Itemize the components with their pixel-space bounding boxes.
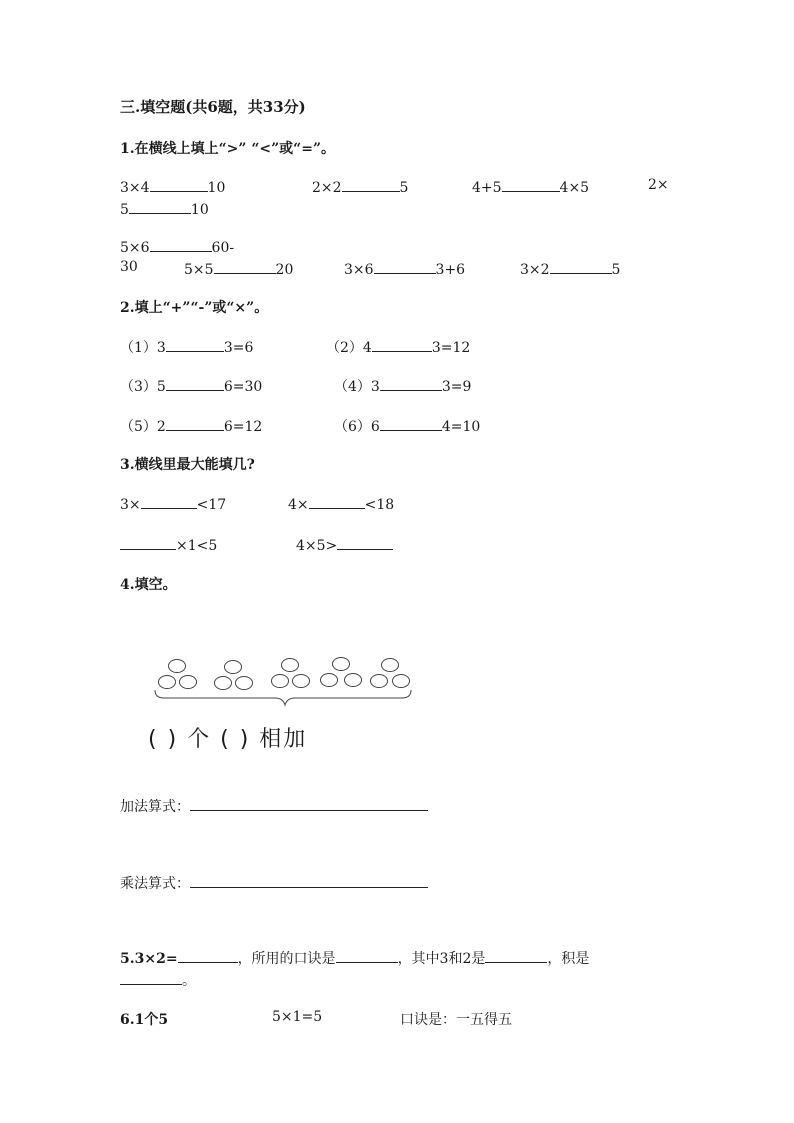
oval	[180, 676, 197, 689]
answer-blank[interactable]	[309, 494, 365, 509]
q4-caption: ( ) 个 ( ) 相加	[148, 727, 308, 752]
brace	[155, 690, 411, 705]
q2-item-5: （5）2 6=12	[120, 416, 262, 436]
q1-row2b-item3: 3×6 3+6	[344, 259, 465, 278]
answer-blank[interactable]	[342, 177, 400, 192]
q4-multiplication: 乘法算式：	[120, 873, 428, 893]
multiplication-answer-blank[interactable]	[190, 873, 428, 888]
answer-blank[interactable]	[380, 416, 442, 431]
q1-row2b-item2: 5×5 20	[184, 259, 293, 278]
q5-line1: 5.3×2= ，所用的口诀是 ，其中3和2是 ，积是	[120, 948, 589, 968]
answer-blank[interactable]	[502, 177, 560, 192]
q4-addition: 加法算式：	[120, 796, 428, 816]
oval	[345, 674, 362, 687]
q1-row1-item3: 4+5 4×5	[472, 177, 589, 196]
answer-blank[interactable]	[550, 259, 612, 274]
q1-row2: 5×6 60-	[120, 237, 234, 256]
oval	[159, 676, 176, 689]
answer-blank[interactable]	[120, 970, 182, 985]
q3-item-1: 3× <17	[120, 494, 226, 513]
answer-blank[interactable]	[150, 177, 208, 192]
oval	[215, 677, 232, 690]
q1-row1-item2: 2×2 5	[312, 177, 408, 196]
q2-item-4: （4）3 3=9	[334, 376, 471, 396]
q3-title: 3.横线里最大能填几?	[120, 457, 255, 473]
q1-row2b-item1: 30	[120, 259, 138, 275]
q6-item-1: 6.1个5	[120, 1012, 169, 1028]
answer-blank[interactable]	[166, 337, 224, 352]
q2-item-6: （6）6 4=10	[334, 416, 480, 436]
oval	[393, 675, 410, 688]
q1-title: 1.在横线上填上“>” “<”或“=”。	[120, 141, 335, 157]
q1-row1-item4: 2×	[648, 177, 669, 193]
oval	[321, 674, 338, 687]
answer-blank[interactable]	[380, 376, 442, 391]
q1-row1-item1: 3×4 10	[120, 177, 225, 196]
q2-title: 2.填上“+”“-”或“×”。	[120, 300, 269, 316]
answer-blank[interactable]	[374, 259, 436, 274]
oval	[382, 659, 399, 672]
q1-row1b: 5 10	[120, 199, 209, 218]
oval	[169, 660, 186, 673]
q3-item-3: ×1<5	[120, 535, 217, 554]
answer-blank[interactable]	[178, 948, 238, 963]
q6-item-3: 口诀是：一五得五	[400, 1012, 512, 1028]
answer-blank[interactable]	[141, 494, 197, 509]
q3-item-2: 4× <18	[288, 494, 394, 513]
answer-blank[interactable]	[166, 376, 224, 391]
q2-item-2: （2）4 3=12	[326, 337, 470, 357]
answer-blank[interactable]	[150, 237, 212, 252]
oval	[371, 675, 388, 688]
answer-blank[interactable]	[485, 948, 547, 963]
q1-row2b-item4: 3×2 5	[520, 259, 620, 278]
oval-groups-figure	[150, 652, 420, 712]
q5-line2: 。	[120, 970, 196, 990]
q2-item-1: （1）3 3=6	[120, 337, 253, 357]
answer-blank[interactable]	[166, 416, 224, 431]
oval	[272, 675, 289, 688]
q3-item-4: 4×5>	[296, 535, 393, 554]
answer-blank[interactable]	[129, 199, 191, 214]
oval	[225, 661, 242, 674]
oval	[293, 675, 310, 688]
answer-blank[interactable]	[120, 535, 176, 550]
section-title: 三.填空题(共6题，共33分)	[120, 98, 306, 116]
q4-title: 4.填空。	[120, 577, 177, 593]
answer-blank[interactable]	[214, 259, 276, 274]
q2-item-3: （3）5 6=30	[120, 376, 262, 396]
q6-item-2: 5×1=5	[272, 1009, 323, 1025]
oval	[333, 658, 350, 671]
answer-blank[interactable]	[337, 535, 393, 550]
answer-blank[interactable]	[372, 337, 432, 352]
oval	[236, 677, 253, 690]
oval	[282, 659, 299, 672]
addition-answer-blank[interactable]	[190, 796, 428, 811]
answer-blank[interactable]	[336, 948, 398, 963]
